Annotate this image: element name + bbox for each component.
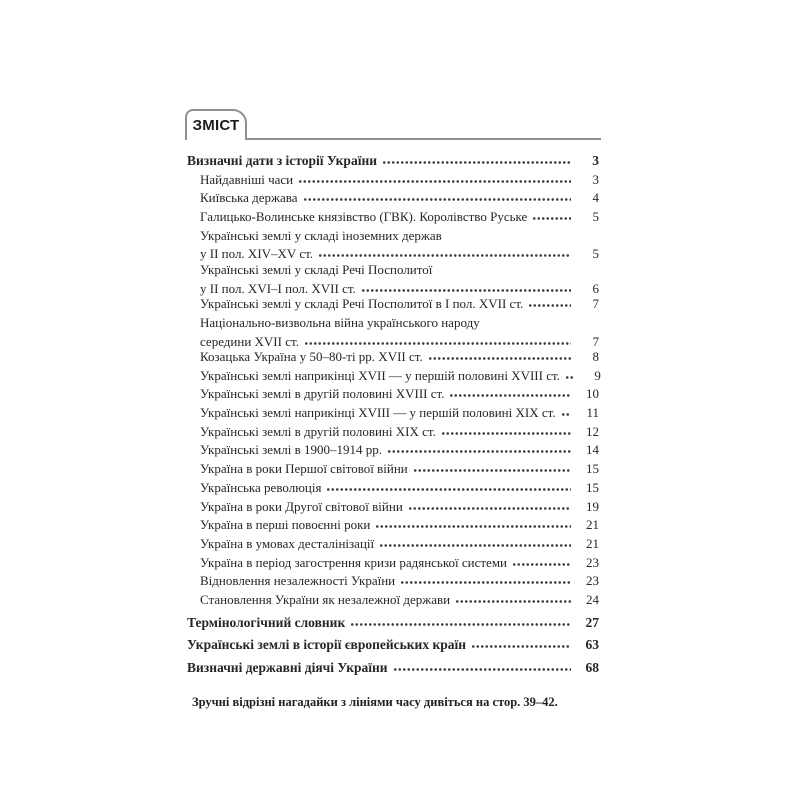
toc-entry: [187, 368, 599, 387]
toc-entry: [187, 555, 599, 574]
dot-leader: [304, 341, 571, 346]
toc-entry: [187, 349, 599, 368]
dot-leader: [303, 197, 571, 202]
dot-leader: [361, 288, 571, 293]
toc-entry-label-continued: середини XVII ст.: [200, 333, 299, 349]
dot-leader: [512, 562, 571, 567]
toc-entry-label: Українські землі в другій половині XIX ст.: [200, 423, 436, 439]
contents-tab-label: ЗМІСТ: [192, 117, 240, 134]
toc-entry: [187, 637, 599, 656]
toc-entry-label: Київська держава: [200, 190, 298, 206]
toc-entry-page: 5: [592, 246, 599, 262]
dot-leader: [393, 667, 571, 672]
toc-entry-label: Українські землі у складі іноземних держав: [200, 227, 442, 243]
toc-entry: [187, 153, 599, 172]
toc-entry-label: Українські землі в другій половині XVIII ст.: [200, 386, 445, 402]
dot-leader: [298, 179, 571, 184]
toc-entry-page: 11: [586, 405, 599, 421]
toc-entry-label: Козацька Україна у 50–80-ті рр. XVII ст.: [200, 349, 423, 364]
toc-entry-label: Українська революція: [200, 479, 322, 495]
toc-entry-label: Україна в роки Першої світової війни: [200, 461, 408, 477]
dot-leader: [326, 487, 571, 492]
toc-entry: [187, 517, 599, 536]
toc-entry-label: Україна в умовах десталінізації: [200, 535, 375, 551]
toc-entry-page: 3: [592, 171, 599, 187]
toc-entry-page: 7: [592, 296, 599, 312]
toc-entry-page: 12: [586, 423, 599, 439]
toc-entry-page: 10: [586, 386, 599, 402]
toc-entry-label: Україна в роки Другої світової війни: [200, 498, 403, 514]
toc-entry: [187, 281, 599, 297]
toc-entry-page: 63: [585, 637, 599, 653]
toc-entry-label: Українські землі наприкінці XVIII — у першій половині XIX ст.: [200, 405, 556, 421]
toc-entry-page: 5: [592, 209, 599, 225]
footnote: Зручні відрізні нагадайки з лініями часу дивіться на стор. 39–42.: [192, 695, 558, 709]
toc-entry-page: 7: [592, 333, 599, 349]
dot-leader: [561, 412, 571, 417]
toc-entry-label: Україна в період загострення кризи радянської системи: [200, 554, 507, 570]
toc-entry-page: 68: [585, 660, 599, 675]
toc-entry-label: Українські землі в історії європейських країн: [187, 637, 467, 653]
dot-leader: [528, 303, 571, 308]
toc-entry-page: 23: [586, 554, 599, 570]
toc-entry-page: 3: [592, 153, 599, 168]
toc-entry-label: Українські землі наприкінці XVII — у першій половині XVIII ст.: [200, 367, 560, 383]
dot-leader: [350, 622, 571, 627]
toc-entry-label-continued: у II пол. XIV–XV ст.: [200, 246, 314, 262]
toc-entry-page: 4: [592, 190, 599, 206]
toc-entry-label: Національно-визвольна війна українського народу: [200, 314, 480, 330]
dot-leader: [455, 599, 571, 604]
toc-entry: [187, 592, 599, 611]
toc-entry-page: 8: [592, 349, 599, 364]
dot-leader: [408, 506, 571, 511]
toc-entry: [187, 262, 599, 281]
toc-entry: [187, 442, 599, 461]
toc-entry-label: Визначні державні діячі України: [187, 660, 388, 675]
toc-entry: [187, 660, 599, 679]
toc-entry-label: Галицько-Волинське князівство (ГВК). Королівство Руське: [200, 209, 528, 225]
dot-leader: [400, 580, 571, 585]
dot-leader: [382, 160, 571, 165]
dot-leader: [441, 431, 571, 436]
toc-entry: [187, 172, 599, 191]
dot-leader: [471, 644, 571, 649]
header-rule: [185, 138, 601, 140]
toc-entry: [187, 499, 599, 518]
toc-entry: [187, 246, 599, 262]
toc-entry: [187, 405, 599, 424]
toc-entry-label: Україна в перші повоєнні роки: [200, 517, 371, 533]
toc-entry-page: 14: [586, 442, 599, 458]
dot-leader: [379, 543, 571, 548]
dot-leader: [532, 216, 571, 221]
dot-leader: [318, 253, 571, 258]
toc-entry: [187, 386, 599, 405]
toc-entry: [187, 334, 599, 350]
toc-entry: [187, 228, 599, 247]
toc-entry-page: 19: [586, 498, 599, 514]
toc-entry-label: Термінологічний словник: [187, 614, 346, 630]
toc-entry-label: Визначні дати з історії України: [187, 153, 378, 168]
toc-entry-page: 15: [586, 461, 599, 477]
toc-entry: [187, 424, 599, 443]
toc-entry: [187, 315, 599, 334]
toc-entry: [187, 480, 599, 499]
toc-entry-label: Українські землі в 1900–1914 рр.: [200, 442, 382, 458]
toc-entry-label: Українські землі у складі Речі Посполитої: [200, 261, 433, 277]
toc-entry-page: 23: [586, 573, 599, 589]
toc-entry: [187, 615, 599, 634]
toc-entry-page: 27: [585, 614, 599, 630]
toc-entry: [187, 190, 599, 209]
toc-entry-page: 24: [586, 591, 599, 607]
dot-leader: [428, 356, 571, 361]
toc-entry-page: 15: [586, 479, 599, 495]
toc-entry: [187, 461, 599, 480]
toc-entry: [187, 296, 599, 315]
dot-leader: [375, 524, 571, 529]
toc-entry: [187, 209, 599, 228]
dot-leader: [413, 468, 571, 473]
dot-leader: [565, 375, 573, 380]
dot-leader: [449, 393, 571, 398]
dot-leader: [387, 449, 571, 454]
toc-entry-label: Найдавніші часи: [200, 171, 294, 187]
toc-entry: [187, 536, 599, 555]
toc-list: [187, 153, 599, 679]
toc-entry-page: 21: [586, 535, 599, 551]
toc-entry-page: 21: [586, 517, 599, 533]
toc-entry-label: Становлення України як незалежної держави: [200, 591, 451, 607]
toc-entry-label-continued: у II пол. XVI–I пол. XVII ст.: [200, 280, 356, 296]
toc-entry: [187, 573, 599, 592]
toc-entry-label: Українські землі у складі Речі Посполитої в I пол. XVII ст.: [200, 296, 524, 312]
toc-entry-label: Відновлення незалежності України: [200, 573, 396, 589]
toc-entry-page: 9: [594, 367, 601, 383]
contents-tab: [185, 109, 247, 140]
toc-entry-page: 6: [592, 280, 599, 296]
